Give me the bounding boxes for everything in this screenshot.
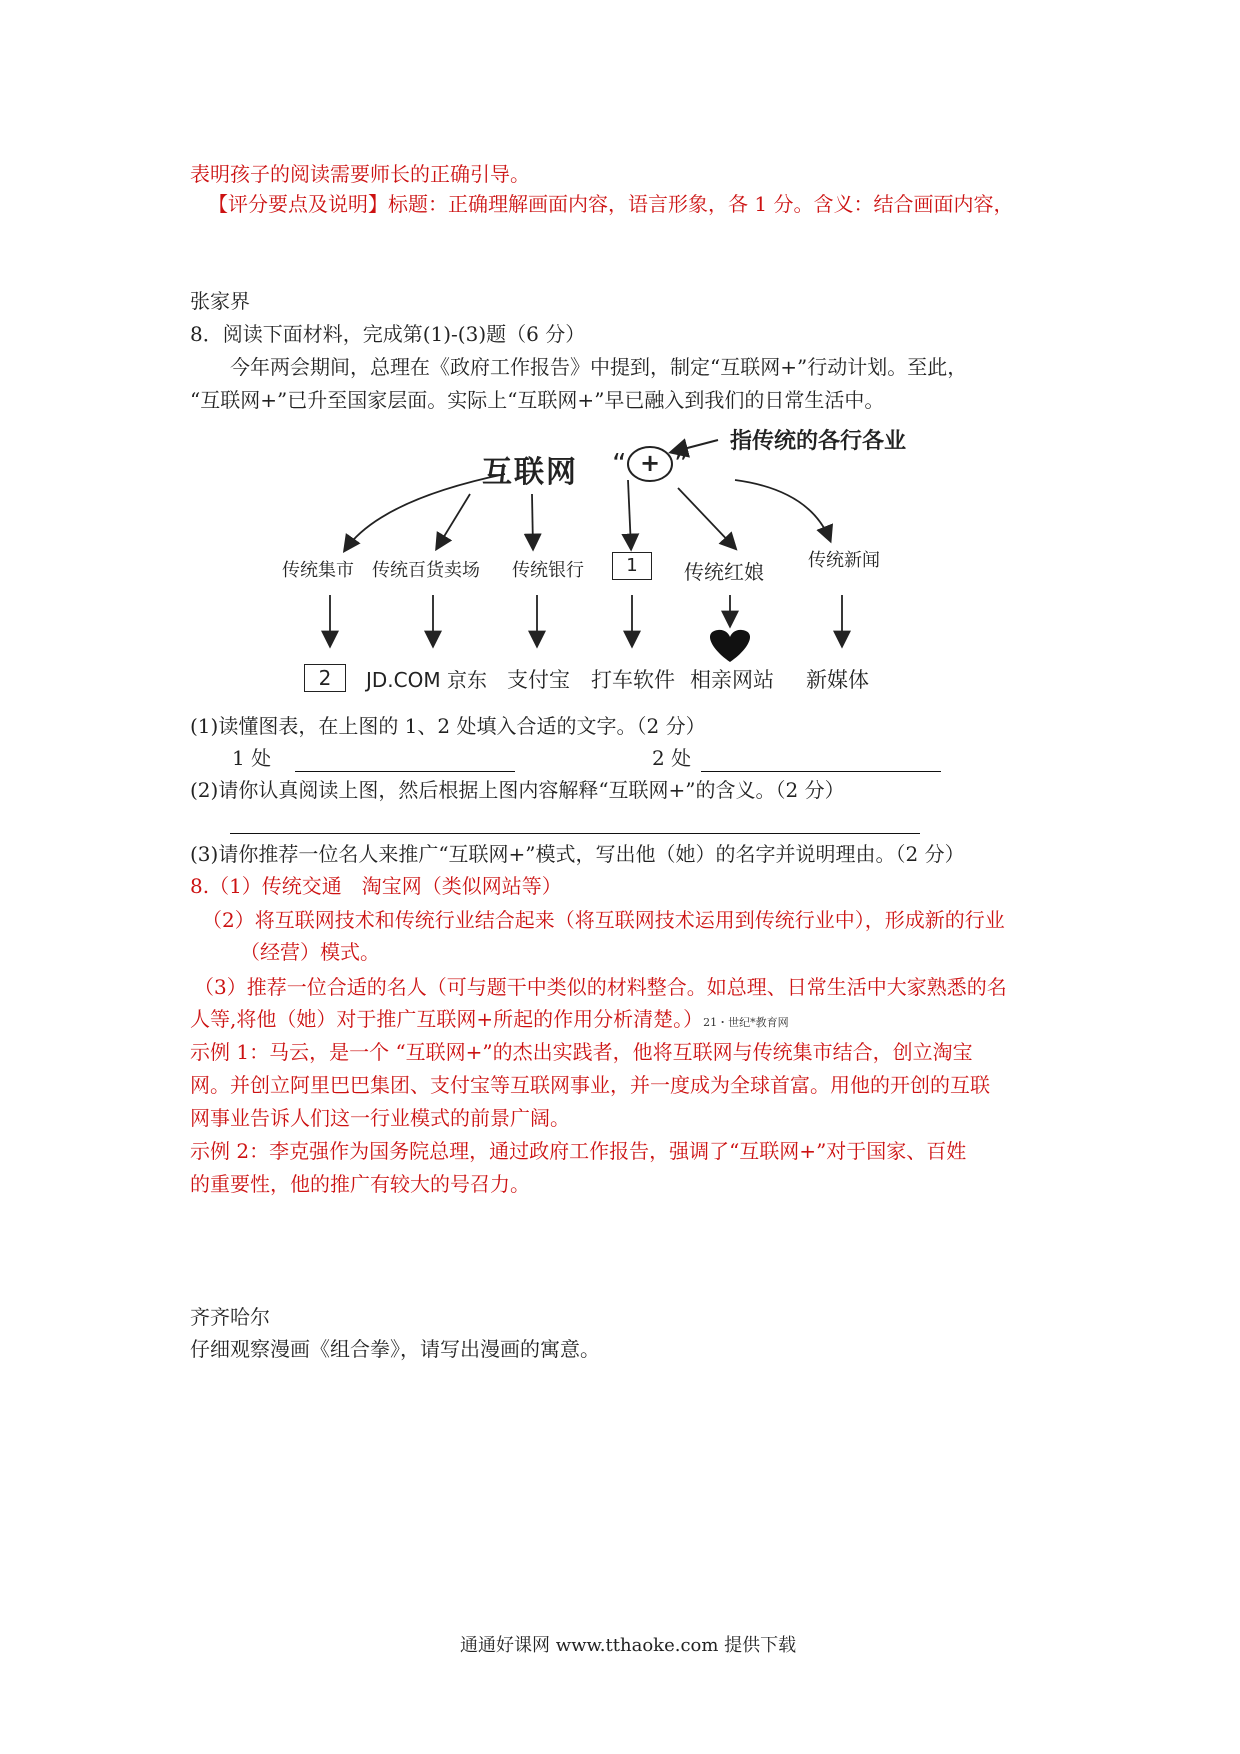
answer-8-3-line2 [190, 1005, 789, 1037]
diagram-title: 互联网 [482, 455, 578, 490]
alipay: 支付宝 [507, 668, 570, 692]
traditional-news: 传统新闻 [808, 550, 880, 571]
jd-com: JD.COM 京东 [366, 668, 487, 692]
heart-icon [710, 630, 750, 662]
answer-8-2-line1: （2）将互联网技术和传统行业结合起来（将互联网技术运用到传统行业中），形成新的行业 [202, 908, 1005, 932]
diagram-note: 指传统的各行各业 [730, 429, 907, 454]
blank-box-1: 1 [612, 552, 652, 580]
traditional-bank: 传统银行 [512, 560, 584, 581]
blank-2-label: 2 处 [652, 746, 692, 770]
open-quote: “ [612, 447, 627, 480]
blank-2-line[interactable] [701, 749, 941, 772]
example-2-line2: 的重要性，他的推广有较大的号召力。 [190, 1172, 530, 1196]
answer-8-1: 8.（1）传统交通 淘宝网（类似网站等） [190, 874, 562, 898]
question-8-3: (3)请你推荐一位名人来推广“互联网+”模式，写出他（她）的名字并说明理由。（2 分） [190, 842, 965, 866]
material-paragraph-line1: 今年两会期间，总理在《政府工作报告》中提到，制定“互联网+”行动计划。至此， [230, 355, 968, 379]
ride-hailing-app: 打车软件 [591, 668, 675, 692]
example-1-line2: 网。并创立阿里巴巴集团、支付宝等互联网事业，并一度成为全球首富。用他的开创的互联 [190, 1073, 990, 1097]
answer-8-3-line1: （3）推荐一位合适的名人（可与题干中类似的材料整合。如总理、日常生活中大家熟悉的名 [194, 975, 1007, 999]
example-1-line3: 网事业告诉人们这一行业模式的前景广阔。 [190, 1106, 570, 1130]
region-label-qiqihaer: 齐齐哈尔 [190, 1305, 270, 1329]
answer-line-2 [230, 806, 920, 834]
plus-symbol: + [640, 449, 661, 477]
dating-website: 相亲网站 [690, 668, 774, 692]
diagram-arrows [0, 0, 1240, 720]
question-8-2: (2)请你认真阅读上图，然后根据上图内容解释“互联网+”的含义。（2 分） [190, 778, 845, 802]
watermark-text: 21・世纪*教育网 [703, 1016, 789, 1029]
blank-1-label: 1 处 [232, 746, 272, 770]
question-8-heading: 8．阅读下面材料，完成第(1)-(3)题（6 分） [190, 322, 586, 346]
scoring-notes: 【评分要点及说明】标题：正确理解画面内容，语言形象，各 1 分。含义：结合画面内容， [208, 192, 1014, 216]
comic-question: 仔细观察漫画《组合拳》，请写出漫画的寓意。 [190, 1337, 600, 1361]
answer-line: 表明孩子的阅读需要师长的正确引导。 [190, 162, 530, 186]
blank-box-2: 2 [304, 664, 346, 692]
material-paragraph-line2: “互联网+”已升至国家层面。实际上“互联网+”早已融入到我们的日常生活中。 [190, 388, 885, 412]
answer-8-3-text: 人等,将他（她）对于推广互联网+所起的作用分析清楚。） [190, 1007, 704, 1031]
region-label-zhangjiajie: 张家界 [190, 289, 250, 313]
question-8-1: (1)读懂图表，在上图的 1、2 处填入合适的文字。（2 分） [190, 714, 706, 738]
traditional-matchmaker: 传统红娘 [684, 560, 764, 584]
new-media: 新媒体 [806, 668, 869, 692]
traditional-department-store: 传统百货卖场 [372, 560, 480, 581]
answer-blank[interactable] [230, 811, 920, 834]
example-2-line1: 示例 2：李克强作为国务院总理，通过政府工作报告，强调了“互联网+”对于国家、百姓 [190, 1139, 967, 1163]
traditional-market: 传统集市 [282, 560, 354, 581]
close-quote: ” [674, 447, 689, 480]
answer-8-2-line2: （经营）模式。 [240, 940, 380, 964]
blank-2-row [652, 744, 941, 772]
footer-credit: 通通好课网 www.tthaoke.com 提供下载 [460, 1635, 797, 1656]
blank-1-row [232, 744, 515, 772]
blank-1-line[interactable] [295, 749, 515, 772]
example-1-line1: 示例 1：马云，是一个 “互联网+”的杰出实践者，他将互联网与传统集市结合，创立淘宝 [190, 1040, 973, 1064]
